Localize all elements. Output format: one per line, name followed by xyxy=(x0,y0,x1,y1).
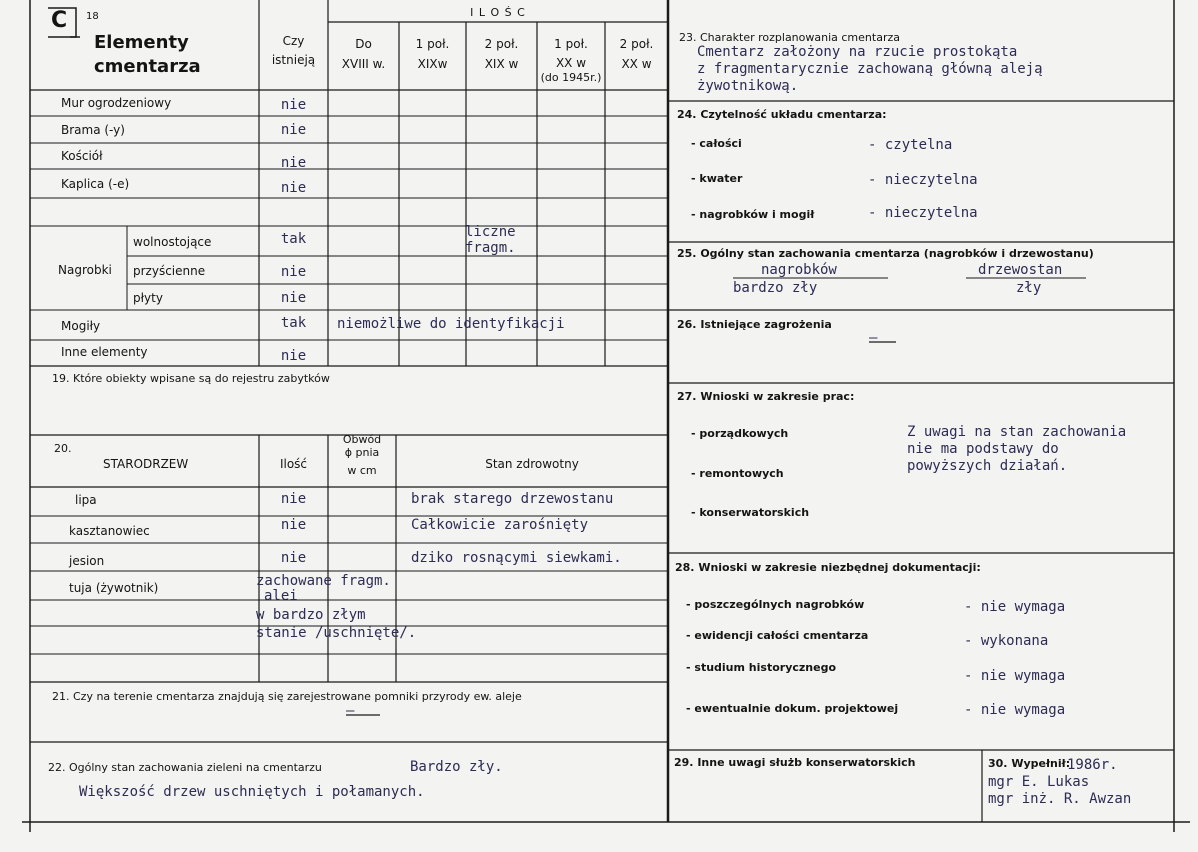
exists-header-line1: Czy xyxy=(282,34,305,48)
q25-drzewostan-value: zły xyxy=(1016,280,1042,296)
element-label-plyty: płyty xyxy=(133,291,163,305)
q28-item-ewidencji: - ewidencji całości cmentarza xyxy=(686,629,869,642)
q25-label: 25. Ogólny stan zachowania cmentarza (nagrobków i drzewostanu) xyxy=(677,247,1094,260)
element-value-kaplica: nie xyxy=(280,180,307,196)
period-5-line1: 2 poł. xyxy=(619,37,654,51)
tree-name-kasztanowiec: kasztanowiec xyxy=(69,524,150,538)
q28-value-ewidencji: - wykonana xyxy=(964,633,1049,649)
q20-number: 20. xyxy=(54,442,72,455)
tuja-note-line3: w bardzo złym xyxy=(256,607,366,623)
element-value-kosciol: nie xyxy=(280,155,307,171)
element-value-przyscienne: nie xyxy=(280,264,307,280)
q25-nagrobkow-value: bardzo zły xyxy=(733,280,818,296)
q28-item-projektowej: - ewentualnie dokum. projektowej xyxy=(686,702,899,715)
q27-answer-line3: powyższych działań. xyxy=(907,458,1068,474)
exists-header-line2: istnieją xyxy=(271,53,316,67)
tree-name-lipa: lipa xyxy=(75,493,97,507)
tree-state-jesion: dziko rosnącymi siewkami. xyxy=(411,550,622,566)
card-code: C xyxy=(51,8,68,33)
elements-title-line2: cmentarza xyxy=(94,56,201,77)
q27-answer-line1: Z uwagi na stan zachowania xyxy=(907,424,1127,440)
q19-label: 19. Które obiekty wpisane są do rejestru zabytków xyxy=(52,372,330,385)
q23-label: 23. Charakter rozplanowania cmentarza xyxy=(679,31,900,44)
tree-quantity-lipa: nie xyxy=(280,491,307,507)
wolnostojace-note-line2: fragm. xyxy=(465,240,516,256)
q30-person2: mgr inż. R. Awzan xyxy=(988,791,1132,807)
q28-value-studium: - nie wymaga xyxy=(964,668,1066,684)
trunk-header-line3: w cm xyxy=(347,464,377,477)
element-label-brama: Brama (-y) xyxy=(61,123,125,137)
period-4-line2: XX w xyxy=(555,56,587,70)
wolnostojace-note-line1: liczne xyxy=(465,224,516,240)
q24-value-nagrobkow: - nieczytelna xyxy=(868,205,978,221)
trunk-header-line2: ϕ pnia xyxy=(344,446,380,459)
q24-item-calosci: - całości xyxy=(691,137,742,150)
element-label-kaplica: Kaplica (-e) xyxy=(61,177,130,191)
q24-label: 24. Czytelność układu cmentarza: xyxy=(677,108,887,121)
q23-line3: żywotnikową. xyxy=(697,78,799,94)
element-value-inne: nie xyxy=(280,348,307,364)
card-number: 18 xyxy=(86,11,99,22)
q23-line2: z fragmentarycznie zachowaną główną aleją xyxy=(697,61,1043,77)
q22-label: 22. Ogólny stan zachowania zieleni na cmentarzu xyxy=(48,761,322,774)
period-1-line1: Do xyxy=(355,37,372,51)
tree-quantity-kasztanowiec: nie xyxy=(280,517,307,533)
tuja-note-line4: stanie /uschnięte/. xyxy=(256,625,417,641)
element-label-mur: Mur ogrodzeniowy xyxy=(61,96,172,110)
element-value-wolnostojace: tak xyxy=(280,231,307,247)
q24-item-nagrobkow: - nagrobków i mogił xyxy=(691,208,815,221)
health-header: Stan zdrowotny xyxy=(485,457,579,471)
q27-item-porzadkowych: - porządkowych xyxy=(691,427,789,440)
period-4-line1: 1 poł. xyxy=(554,37,588,51)
q24-item-kwater: - kwater xyxy=(691,172,743,185)
period-3-line2: XIX w xyxy=(484,57,519,71)
tuja-note-line1: zachowane fragm. xyxy=(256,573,391,589)
q26-label: 26. Istniejące zagrożenia xyxy=(677,318,832,331)
element-label-inne: Inne elementy xyxy=(61,345,148,359)
q24-value-kwater: - nieczytelna xyxy=(868,172,978,188)
q24-value-calosci: - czytelna xyxy=(868,137,953,153)
period-2-line2: XIXw xyxy=(417,57,448,71)
q23-line1: Cmentarz założony na rzucie prostokąta xyxy=(697,44,1018,60)
element-label-przyscienne: przyścienne xyxy=(133,264,206,278)
q30-year: 1986r. xyxy=(1067,757,1118,773)
trunk-header-line1: Obwód xyxy=(342,433,382,446)
element-value-mogily: tak xyxy=(280,315,307,331)
element-label-mogily: Mogiły xyxy=(61,319,101,333)
tree-state-lipa: brak starego drzewostanu xyxy=(411,491,614,507)
q30-label: 30. Wypełnił: xyxy=(988,757,1071,770)
q28-value-nagrobkow: - nie wymaga xyxy=(964,599,1066,615)
q28-item-nagrobkow: - poszczególnych nagrobków xyxy=(686,598,865,611)
q21-label: 21. Czy na terenie cmentarza znajdują się zarejestrowane pomniki przyrody ew. aleje xyxy=(52,690,522,703)
period-4-line3: (do 1945r.) xyxy=(540,71,602,84)
period-5-line2: XX w xyxy=(621,57,652,71)
tree-name-tuja: tuja (żywotnik) xyxy=(69,581,159,595)
tree-quantity-header: Ilość xyxy=(279,457,308,471)
q27-item-remontowych: - remontowych xyxy=(691,467,784,480)
q27-item-konserwatorskich: - konserwatorskich xyxy=(691,506,810,519)
q21-answer: — xyxy=(346,703,355,719)
element-label-kosciol: Kościół xyxy=(61,149,103,163)
q30-person1: mgr E. Lukas xyxy=(988,774,1090,790)
q25-drzewostan: drzewostan xyxy=(978,262,1063,278)
element-value-plyty: nie xyxy=(280,290,307,306)
q28-label: 28. Wnioski w zakresie niezbędnej dokumentacji: xyxy=(675,561,981,574)
period-1-line2: XVIII w. xyxy=(341,57,386,71)
q27-label: 27. Wnioski w zakresie prac: xyxy=(677,390,855,403)
q29-label: 29. Inne uwagi służb konserwatorskich xyxy=(674,756,916,769)
mogily-note: niemożliwe do identyfikacji xyxy=(337,316,565,332)
q22-answer: Bardzo zły. xyxy=(410,759,503,775)
q28-value-projektowej: - nie wymaga xyxy=(964,702,1066,718)
starodrzew-header: STARODRZEW xyxy=(103,457,189,471)
q25-nagrobkow: nagrobków xyxy=(761,262,837,278)
tuja-note-line2: alei xyxy=(264,588,298,604)
q26-answer: — xyxy=(869,330,878,346)
element-label-wolnostojace: wolnostojące xyxy=(133,235,212,249)
q22-answer2: Większość drzew uschniętych i połamanych. xyxy=(79,784,425,800)
tree-state-kasztanowiec: Całkowicie zarośnięty xyxy=(411,517,589,533)
tree-name-jesion: jesion xyxy=(69,554,105,568)
q27-answer-line2: nie ma podstawy do xyxy=(907,441,1059,457)
period-2-line1: 1 poł. xyxy=(415,37,450,51)
q28-item-studium: - studium historycznego xyxy=(686,661,837,674)
element-value-mur: nie xyxy=(280,97,307,113)
nagrobki-label: Nagrobki xyxy=(58,263,112,277)
tree-quantity-jesion: nie xyxy=(280,550,307,566)
element-value-brama: nie xyxy=(280,122,307,138)
quantity-header: I L O Ś C xyxy=(470,6,526,19)
elements-title-line1: Elementy xyxy=(94,32,189,53)
period-3-line1: 2 poł. xyxy=(484,37,519,51)
